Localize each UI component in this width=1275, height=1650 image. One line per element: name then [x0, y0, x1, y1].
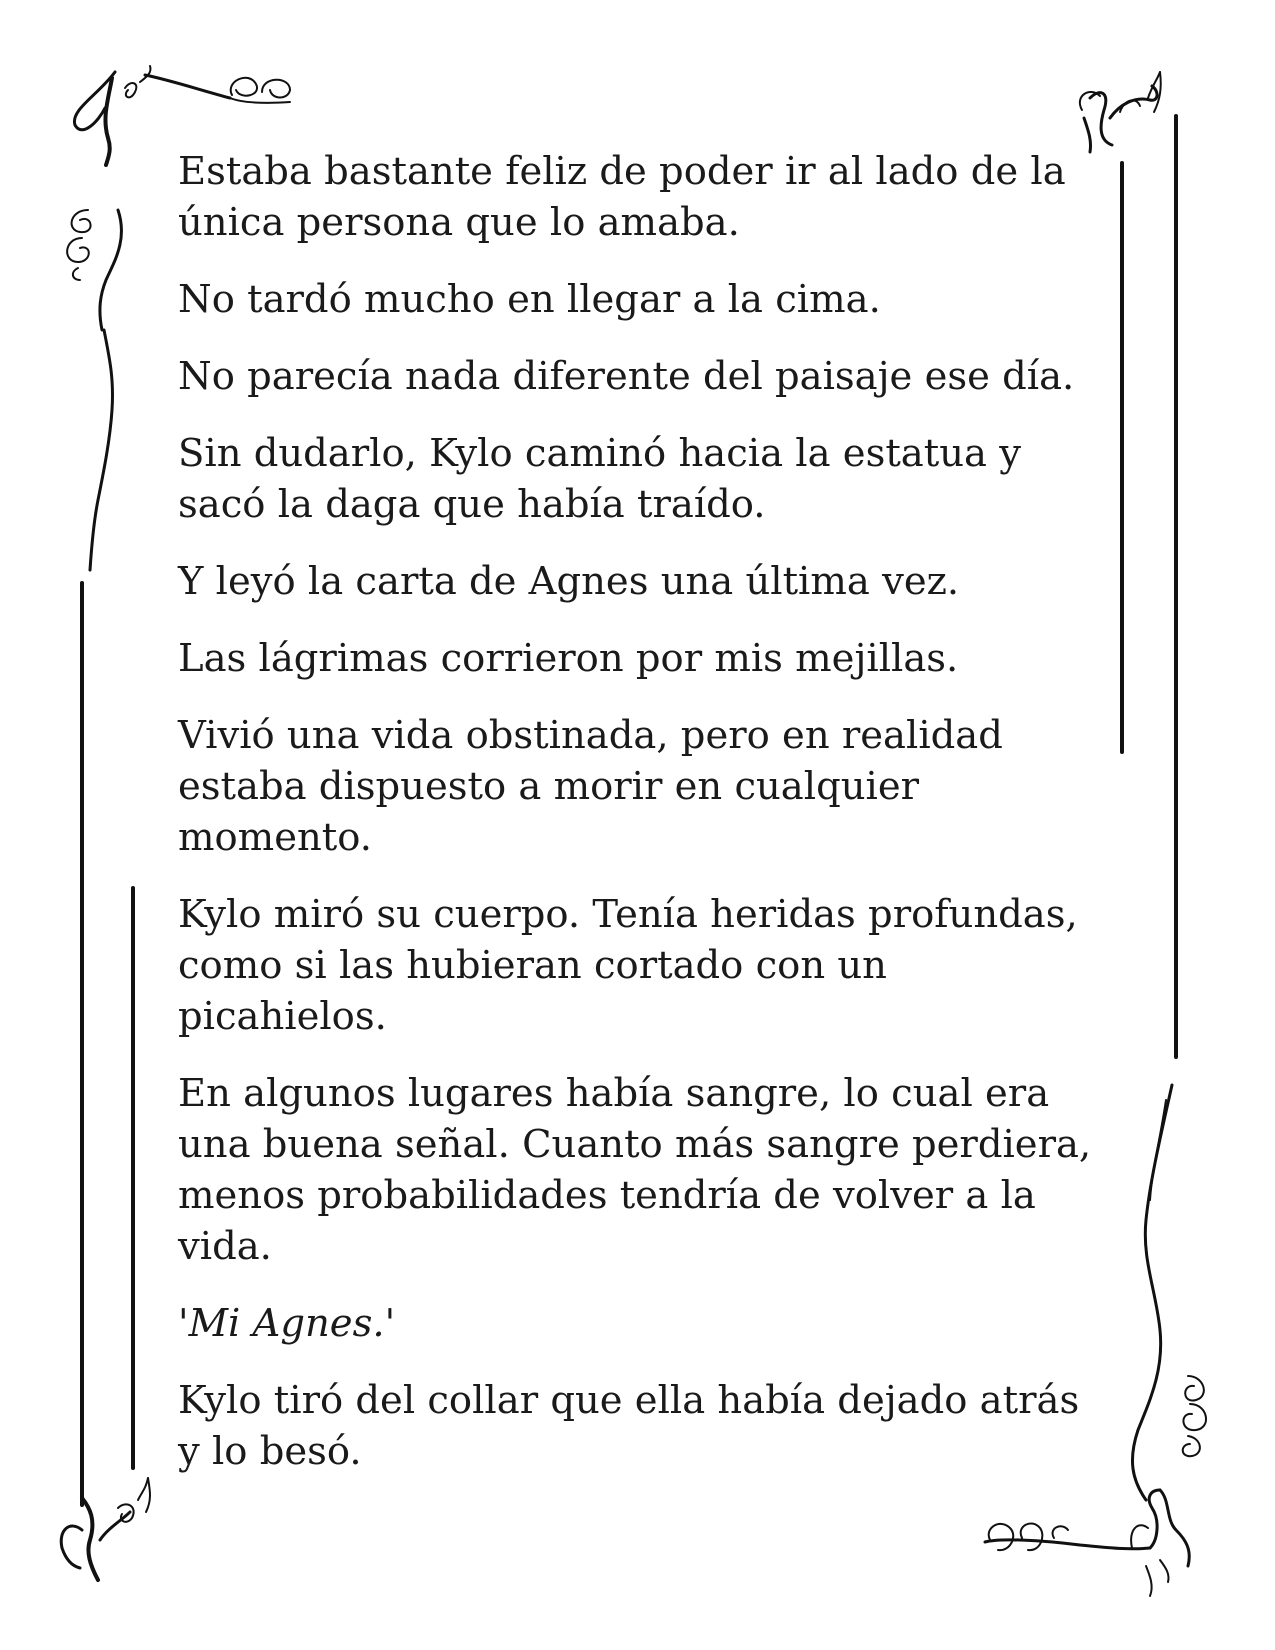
paragraph: En algunos lugares había sangre, lo cual era una buena señal. Cuanto más sangre perdiera, menos probabilidades tendría de volver a la vida.: [178, 1071, 1092, 1269]
paragraph: Kylo tiró del collar que ella había dejado atrás y lo besó.: [178, 1378, 1080, 1474]
right-spiral-icon: [1183, 1376, 1206, 1456]
paragraph: Estaba bastante feliz de poder ir al lado de la única persona que lo amaba.: [178, 149, 1066, 245]
paragraph: Sin dudarlo, Kylo caminó hacia la estatua y sacó la daga que había traído.: [178, 431, 1021, 527]
paragraph: No tardó mucho en llegar a la cima.: [178, 277, 881, 322]
right-swash-icon: [1132, 1085, 1172, 1500]
italic-quote: 'Mi Agnes.': [178, 1301, 396, 1346]
paragraph: Vivió una vida obstinada, pero en realidad estaba dispuesto a morir en cualquier momento.: [178, 713, 1003, 860]
paragraph: Y leyó la carta de Agnes una última vez.: [178, 559, 960, 604]
top-right-flourish-icon: [1080, 72, 1161, 152]
paragraph: No parecía nada diferente del paisaje ese día.: [178, 354, 1075, 399]
bottom-left-flourish-icon: [61, 1478, 150, 1580]
paragraph: Kylo miró su cuerpo. Tenía heridas profundas, como si las hubieran cortado con un picahielos.: [178, 892, 1078, 1039]
bottom-right-flourish-icon: [985, 1490, 1189, 1596]
story-text: [178, 146, 1098, 1503]
paragraph: Las lágrimas corrieron por mis mejillas.: [178, 636, 959, 681]
